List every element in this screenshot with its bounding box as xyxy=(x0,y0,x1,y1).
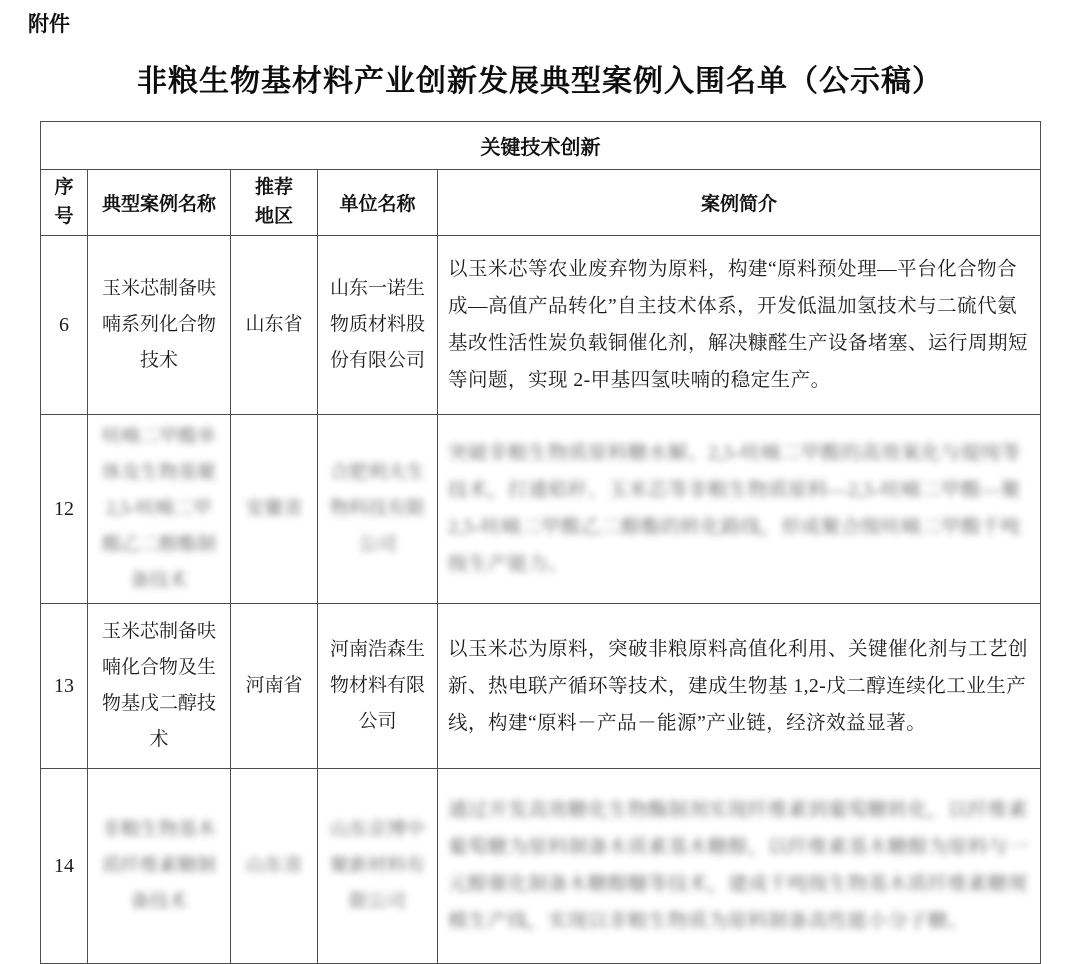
case-summary xyxy=(438,769,1041,964)
column-header-unit xyxy=(318,170,438,236)
column-header-summary xyxy=(438,170,1041,236)
case-name-text-blurred: 呋喃二甲酸单体及生物基聚2,5-呋喃二甲酸乙二醇酯制备技术 xyxy=(101,426,216,591)
case-name xyxy=(88,236,231,415)
case-summary xyxy=(438,604,1041,769)
cases-table xyxy=(40,121,1041,964)
column-header-no xyxy=(41,170,88,236)
table-section-row xyxy=(41,122,1041,170)
case-name-text: 玉米芯制备呋喃化合物及生物基戊二醇技术 xyxy=(101,621,216,750)
case-number: 12 xyxy=(41,415,88,604)
case-summary-text: 以玉米芯为原料，突破非粮原料高值化利用、关键催化剂与工艺创新、热电联产循环等技术，建成生物基 1,2-戊二醇连续化工业生产线，构建“原料－产品－能源”产业链，经济效益显著。 xyxy=(448,638,1029,734)
attachment-label: 附件 xyxy=(28,13,70,36)
column-header-region-label: 推荐地区 xyxy=(254,177,293,227)
case-number: 13 xyxy=(41,604,88,769)
case-unit-text: 山东一诺生物质材料股份有限公司 xyxy=(329,278,425,371)
case-unit-text-blurred: 合肥利夫生物科技有限公司 xyxy=(329,462,425,555)
table-row xyxy=(41,604,1041,769)
table-row xyxy=(41,236,1041,415)
case-name xyxy=(88,604,231,769)
case-region xyxy=(231,769,318,964)
case-number: 6 xyxy=(41,236,88,415)
column-header-no-label: 序号 xyxy=(54,177,74,227)
case-unit xyxy=(318,415,438,604)
case-unit xyxy=(318,769,438,964)
case-summary-text: 以玉米芯等农业废弃物为原料，构建“原料预处理—平台化合物合成—高值产品转化”自主技术体系，开发低温加氢技术与二硫代氨基改性活性炭负载铜催化剂，解决糠醛生产设备堵塞、运行周期短等问题，实现 2-甲基四氢呋喃的稳定生产。 xyxy=(448,259,1029,391)
case-region-text-blurred: 山东省 xyxy=(245,855,303,876)
case-unit-text: 河南浩森生物材料有限公司 xyxy=(329,639,425,732)
case-name xyxy=(88,415,231,604)
column-header-unit-label: 单位名称 xyxy=(339,194,416,215)
case-number: 14 xyxy=(41,769,88,964)
case-region-text: 河南省 xyxy=(245,675,303,696)
table-row xyxy=(41,415,1041,604)
column-header-summary-label: 案例简介 xyxy=(701,194,778,215)
case-unit-text-blurred: 山东京博中聚新材料有限公司 xyxy=(329,819,425,912)
column-header-name-label: 典型案例名称 xyxy=(101,194,216,215)
case-name-text: 玉米芯制备呋喃系列化合物技术 xyxy=(101,278,216,371)
section-header: 关键技术创新 xyxy=(41,122,1041,170)
case-summary xyxy=(438,236,1041,415)
case-name xyxy=(88,769,231,964)
case-unit xyxy=(318,604,438,769)
table-header-row xyxy=(41,170,1041,236)
case-region-text: 山东省 xyxy=(245,314,303,335)
case-region xyxy=(231,604,318,769)
table-row xyxy=(41,769,1041,964)
case-summary xyxy=(438,415,1041,604)
case-unit xyxy=(318,236,438,415)
case-name-text-blurred: 非粮生物基木质纤维素糖制备技术 xyxy=(101,819,216,912)
column-header-name xyxy=(88,170,231,236)
case-summary-text-blurred: 通过开发高效糖化生物酶制剂实现纤维素到葡萄糖转化，以纤维素葡萄糖为原料制备木质素基木糖醇，以纤维素基木糖醇为原料与一元醇催化制备木糖醇醚等技术，建成千吨级生物基木质纤维素糖规模生产线，实现以非粮生物质为原料制备高性能小分子糖。 xyxy=(448,800,1029,932)
case-summary-text-blurred: 突破非粮生物质原料糖水解、2,5-呋喃二甲酸的高效氧化与提纯等技术，打通秸秆、玉米芯等非粮生物质原料—2,5-呋喃二甲酸—聚2,5-呋喃二甲酸乙二醇酯的转化路线，形成聚合级呋喃二甲酸千吨级生产能力。 xyxy=(448,443,1021,575)
case-region-text-blurred: 安徽省 xyxy=(245,498,303,519)
case-region xyxy=(231,415,318,604)
column-header-region xyxy=(231,170,318,236)
page-title: 非粮生物基材料产业创新发展典型案例入围名单（公示稿） xyxy=(137,65,943,98)
case-region xyxy=(231,236,318,415)
